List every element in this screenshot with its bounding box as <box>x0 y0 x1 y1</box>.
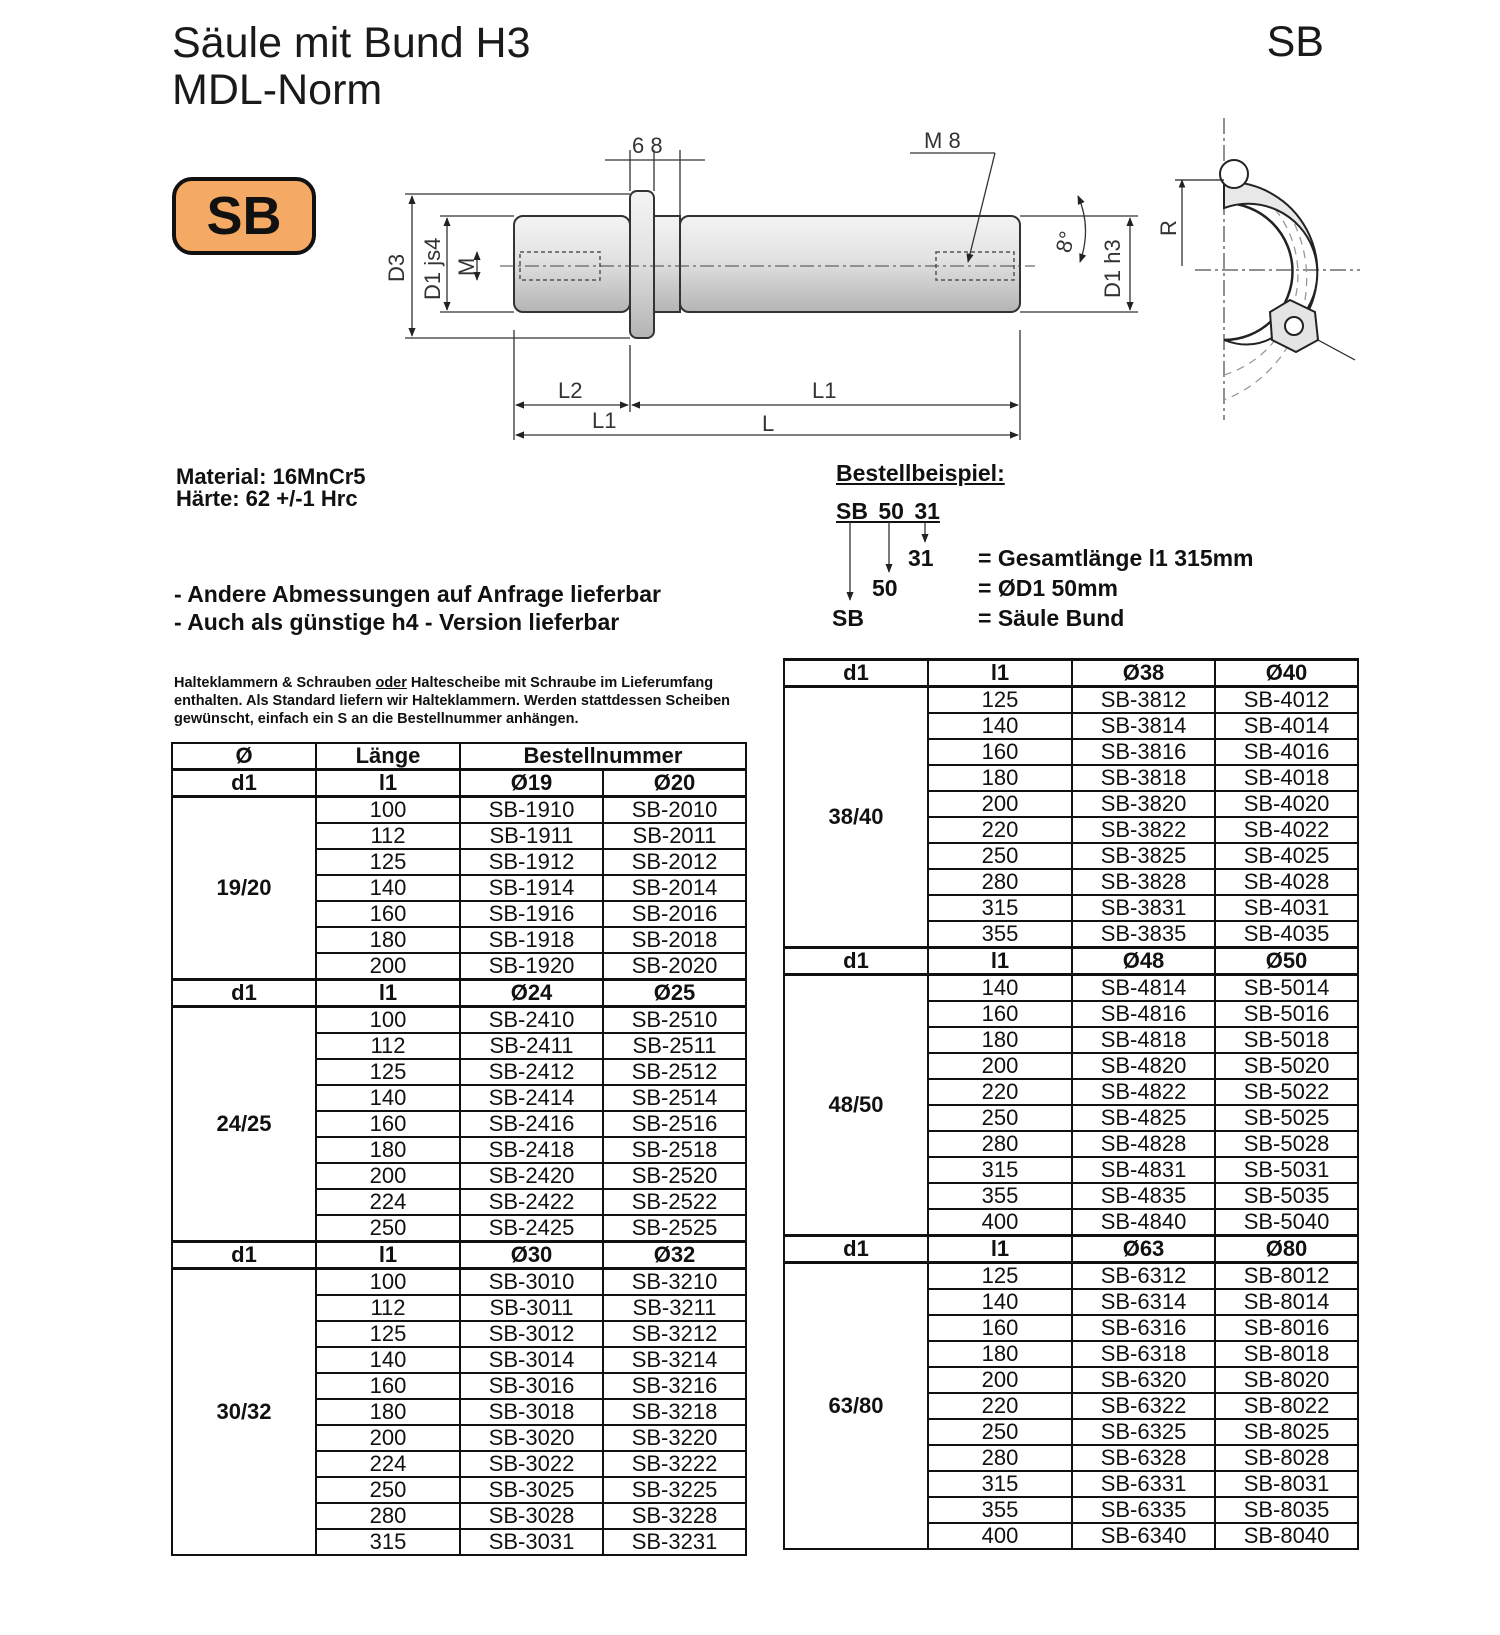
length-cell: 180 <box>928 1027 1072 1053</box>
order-number-cell: SB-2018 <box>603 927 746 953</box>
order-number-cell: SB-3210 <box>603 1269 746 1296</box>
column-header-l1: l1 <box>928 660 1072 687</box>
order-number-cell: SB-3211 <box>603 1295 746 1321</box>
column-header-d1: d1 <box>172 1242 316 1269</box>
order-number-cell: SB-4835 <box>1072 1183 1215 1209</box>
spec-table-left <box>171 742 747 1556</box>
order-number-cell: SB-2516 <box>603 1111 746 1137</box>
order-number-cell: SB-2422 <box>460 1189 603 1215</box>
column-header-size-a: Ø30 <box>460 1242 603 1269</box>
length-cell: 250 <box>928 1105 1072 1131</box>
order-number-cell: SB-3831 <box>1072 895 1215 921</box>
order-number-cell: SB-4012 <box>1215 687 1358 714</box>
order-number-cell: SB-3018 <box>460 1399 603 1425</box>
length-cell: 280 <box>928 1131 1072 1157</box>
order-number-cell: SB-5035 <box>1215 1183 1358 1209</box>
order-number-cell: SB-5028 <box>1215 1131 1358 1157</box>
note-line-2: - Auch als günstige h4 - Version lieferbar <box>174 609 620 635</box>
l-label: L <box>762 411 775 436</box>
length-cell: 160 <box>928 1315 1072 1341</box>
length-cell: 140 <box>316 1085 460 1111</box>
order-number-cell: SB-4820 <box>1072 1053 1215 1079</box>
product-code: SB <box>1266 18 1324 66</box>
order-number-cell: SB-4814 <box>1072 975 1215 1002</box>
length-cell: 200 <box>316 1425 460 1451</box>
order-number-cell: SB-2016 <box>603 901 746 927</box>
note-line-1: - Andere Abmessungen auf Anfrage lieferbar <box>174 581 661 607</box>
length-cell: 200 <box>928 791 1072 817</box>
length-cell: 140 <box>316 1347 460 1373</box>
order-number-cell: SB-6331 <box>1072 1471 1215 1497</box>
order-number-cell: SB-4028 <box>1215 869 1358 895</box>
column-header-l1: l1 <box>316 980 460 1007</box>
order-number-cell: SB-2414 <box>460 1085 603 1111</box>
order-key-31: 31 <box>908 545 934 571</box>
length-cell: 355 <box>928 921 1072 948</box>
order-number-cell: SB-3225 <box>603 1477 746 1503</box>
order-number-cell: SB-5025 <box>1215 1105 1358 1131</box>
title-line-1: Säule mit Bund H3 <box>172 19 531 67</box>
column-header-l1: l1 <box>316 770 460 797</box>
length-cell: 180 <box>316 927 460 953</box>
order-number-cell: SB-2020 <box>603 953 746 980</box>
order-number-cell: SB-3014 <box>460 1347 603 1373</box>
order-number-cell: SB-3820 <box>1072 791 1215 817</box>
order-number-cell: SB-2420 <box>460 1163 603 1189</box>
order-number-cell: SB-2514 <box>603 1085 746 1111</box>
column-header-d1: d1 <box>784 1236 928 1263</box>
length-cell: 315 <box>928 1471 1072 1497</box>
length-cell: 220 <box>928 1079 1072 1105</box>
order-number-cell: SB-2014 <box>603 875 746 901</box>
order-desc-sb: = Säule Bund <box>978 605 1125 631</box>
diameter-group-label: 30/32 <box>172 1269 316 1556</box>
length-cell: 280 <box>928 869 1072 895</box>
order-key-50: 50 <box>872 575 898 601</box>
order-number-cell: SB-3025 <box>460 1477 603 1503</box>
order-number-cell: SB-6340 <box>1072 1523 1215 1549</box>
length-cell: 250 <box>928 1419 1072 1445</box>
order-number-cell: SB-8040 <box>1215 1523 1358 1549</box>
length-cell: 250 <box>928 843 1072 869</box>
order-number-cell: SB-4016 <box>1215 739 1358 765</box>
order-number-cell: SB-8022 <box>1215 1393 1358 1419</box>
length-cell: 400 <box>928 1209 1072 1236</box>
order-number-cell: SB-1916 <box>460 901 603 927</box>
order-number-cell: SB-8020 <box>1215 1367 1358 1393</box>
length-cell: 315 <box>928 895 1072 921</box>
column-header-length: Länge <box>316 743 460 770</box>
order-number-cell: SB-6312 <box>1072 1263 1215 1290</box>
column-header-size-a: Ø38 <box>1072 660 1215 687</box>
length-cell: 112 <box>316 823 460 849</box>
length-cell: 315 <box>928 1157 1072 1183</box>
column-header-size-a: Ø19 <box>460 770 603 797</box>
column-header-order-number: Bestellnummer <box>460 743 746 770</box>
product-badge: SB <box>172 177 316 255</box>
group-header-row <box>784 1236 1358 1263</box>
group-header-row <box>784 948 1358 975</box>
diameter-group-label: 63/80 <box>784 1263 928 1550</box>
length-cell: 160 <box>316 1111 460 1137</box>
order-number-cell: SB-4020 <box>1215 791 1358 817</box>
diameter-group-label: 38/40 <box>784 687 928 948</box>
length-cell: 125 <box>316 1321 460 1347</box>
length-cell: 200 <box>928 1367 1072 1393</box>
length-cell: 160 <box>316 901 460 927</box>
order-desc-50: = ØD1 50mm <box>978 575 1118 601</box>
material-line: Material: 16MnCr5 <box>176 464 366 489</box>
length-cell: 224 <box>316 1189 460 1215</box>
diameter-group-label: 24/25 <box>172 1007 316 1242</box>
order-number-cell: SB-3825 <box>1072 843 1215 869</box>
order-number-cell: SB-2425 <box>460 1215 603 1242</box>
material-info <box>176 466 366 510</box>
order-number-cell: SB-3031 <box>460 1529 603 1555</box>
order-number-cell: SB-3012 <box>460 1321 603 1347</box>
length-cell: 315 <box>316 1529 460 1555</box>
order-number-cell: SB-1910 <box>460 797 603 824</box>
dim68-label: 6 8 <box>632 133 663 158</box>
order-number-cell: SB-3218 <box>603 1399 746 1425</box>
order-number-cell: SB-4031 <box>1215 895 1358 921</box>
length-cell: 160 <box>928 1001 1072 1027</box>
length-cell: 220 <box>928 817 1072 843</box>
angle-label: 8° <box>1050 228 1081 256</box>
order-number-cell: SB-5022 <box>1215 1079 1358 1105</box>
order-number-cell: SB-3028 <box>460 1503 603 1529</box>
order-number-cell: SB-3818 <box>1072 765 1215 791</box>
length-cell: 250 <box>316 1477 460 1503</box>
order-number-cell: SB-4816 <box>1072 1001 1215 1027</box>
table-header-row <box>172 743 746 770</box>
diameter-group-label: 19/20 <box>172 797 316 980</box>
order-number-cell: SB-2510 <box>603 1007 746 1034</box>
table-row <box>784 687 1358 714</box>
length-cell: 125 <box>316 849 460 875</box>
m-label: M <box>454 257 479 276</box>
order-number-cell: SB-2520 <box>603 1163 746 1189</box>
column-header-size-a: Ø24 <box>460 980 603 1007</box>
length-cell: 250 <box>316 1215 460 1242</box>
order-number-cell: SB-8016 <box>1215 1315 1358 1341</box>
order-number-cell: SB-4818 <box>1072 1027 1215 1053</box>
order-number-cell: SB-2518 <box>603 1137 746 1163</box>
table-row <box>784 1263 1358 1290</box>
group-header-row <box>172 980 746 1007</box>
column-header-size-b: Ø20 <box>603 770 746 797</box>
order-desc-31: = Gesamtlänge l1 315mm <box>978 545 1254 571</box>
length-cell: 160 <box>316 1373 460 1399</box>
order-number-cell: SB-4014 <box>1215 713 1358 739</box>
length-cell: 180 <box>316 1399 460 1425</box>
d1js4-label: D1 js4 <box>420 237 445 300</box>
order-number-cell: SB-3222 <box>603 1451 746 1477</box>
l2-label: L2 <box>558 378 583 403</box>
length-cell: 125 <box>928 687 1072 714</box>
pillar-side-view <box>514 191 1020 338</box>
table-row <box>172 797 746 824</box>
order-number-cell: SB-3022 <box>460 1451 603 1477</box>
d1h3-label: D1 h3 <box>1100 239 1125 298</box>
spec-table-right <box>783 658 1359 1550</box>
order-number-cell: SB-2416 <box>460 1111 603 1137</box>
order-number-cell: SB-2010 <box>603 797 746 824</box>
length-cell: 100 <box>316 1007 460 1034</box>
order-number-cell: SB-8012 <box>1215 1263 1358 1290</box>
order-number-cell: SB-6318 <box>1072 1341 1215 1367</box>
order-number-cell: SB-5031 <box>1215 1157 1358 1183</box>
length-cell: 200 <box>928 1053 1072 1079</box>
column-header-size-b: Ø40 <box>1215 660 1358 687</box>
order-number-cell: SB-5018 <box>1215 1027 1358 1053</box>
order-number-cell: SB-3016 <box>460 1373 603 1399</box>
length-cell: 220 <box>928 1393 1072 1419</box>
order-number-cell: SB-5016 <box>1215 1001 1358 1027</box>
d3-label: D3 <box>384 253 409 282</box>
order-number-cell: SB-4825 <box>1072 1105 1215 1131</box>
order-number-cell: SB-2411 <box>460 1033 603 1059</box>
column-header-l1: l1 <box>928 948 1072 975</box>
order-key-sb: SB <box>832 605 864 631</box>
order-number-cell: SB-2525 <box>603 1215 746 1242</box>
column-header-size-b: Ø50 <box>1215 948 1358 975</box>
hardness-line: Härte: 62 +/-1 Hrc <box>176 486 358 511</box>
order-number-cell: SB-6328 <box>1072 1445 1215 1471</box>
column-header-size-a: Ø63 <box>1072 1236 1215 1263</box>
order-example-code: SB 50 31 <box>836 498 940 524</box>
l1-right-label: L1 <box>812 378 837 403</box>
order-number-cell: SB-8018 <box>1215 1341 1358 1367</box>
order-number-cell: SB-4022 <box>1215 817 1358 843</box>
order-number-cell: SB-3011 <box>460 1295 603 1321</box>
order-number-cell: SB-4025 <box>1215 843 1358 869</box>
order-number-cell: SB-3220 <box>603 1425 746 1451</box>
length-cell: 140 <box>928 713 1072 739</box>
column-header-size-b: Ø32 <box>603 1242 746 1269</box>
order-number-cell: SB-2410 <box>460 1007 603 1034</box>
order-number-cell: SB-3828 <box>1072 869 1215 895</box>
order-number-cell: SB-6316 <box>1072 1315 1215 1341</box>
l1-left-label: L1 <box>592 408 617 433</box>
order-number-cell: SB-4035 <box>1215 921 1358 948</box>
column-header-l1: l1 <box>316 1242 460 1269</box>
order-number-cell: SB-5040 <box>1215 1209 1358 1236</box>
length-cell: 180 <box>928 765 1072 791</box>
order-number-cell: SB-2012 <box>603 849 746 875</box>
r-label: R <box>1156 220 1181 236</box>
order-number-cell: SB-1918 <box>460 927 603 953</box>
column-header-size-a: Ø48 <box>1072 948 1215 975</box>
order-number-cell: SB-2418 <box>460 1137 603 1163</box>
column-header-size-b: Ø80 <box>1215 1236 1358 1263</box>
length-cell: 280 <box>928 1445 1072 1471</box>
order-number-cell: SB-3212 <box>603 1321 746 1347</box>
length-cell: 355 <box>928 1497 1072 1523</box>
order-number-cell: SB-6322 <box>1072 1393 1215 1419</box>
length-cell: 160 <box>928 739 1072 765</box>
order-number-cell: SB-5014 <box>1215 975 1358 1002</box>
length-cell: 100 <box>316 797 460 824</box>
order-number-cell: SB-6314 <box>1072 1289 1215 1315</box>
length-cell: 400 <box>928 1523 1072 1549</box>
order-number-cell: SB-3020 <box>460 1425 603 1451</box>
order-number-cell: SB-2522 <box>603 1189 746 1215</box>
group-header-row <box>172 1242 746 1269</box>
order-number-cell: SB-8025 <box>1215 1419 1358 1445</box>
order-number-cell: SB-3231 <box>603 1529 746 1555</box>
length-cell: 125 <box>928 1263 1072 1290</box>
m8-label: M 8 <box>924 128 961 153</box>
order-number-cell: SB-2511 <box>603 1033 746 1059</box>
order-number-cell: SB-2412 <box>460 1059 603 1085</box>
length-cell: 112 <box>316 1295 460 1321</box>
length-cell: 140 <box>928 1289 1072 1315</box>
order-number-cell: SB-6325 <box>1072 1419 1215 1445</box>
order-number-cell: SB-1912 <box>460 849 603 875</box>
table-row <box>172 1007 746 1034</box>
order-number-cell: SB-1920 <box>460 953 603 980</box>
order-number-cell: SB-8035 <box>1215 1497 1358 1523</box>
order-number-cell: SB-4828 <box>1072 1131 1215 1157</box>
group-header-row <box>172 770 746 797</box>
order-number-cell: SB-3812 <box>1072 687 1215 714</box>
order-number-cell: SB-8028 <box>1215 1445 1358 1471</box>
order-number-cell: SB-3216 <box>603 1373 746 1399</box>
fine-print-underlined: oder <box>375 675 407 691</box>
order-number-cell: SB-6320 <box>1072 1367 1215 1393</box>
length-cell: 140 <box>928 975 1072 1002</box>
length-cell: 200 <box>316 1163 460 1189</box>
order-number-cell: SB-1914 <box>460 875 603 901</box>
column-header-d1: d1 <box>172 980 316 1007</box>
length-cell: 200 <box>316 953 460 980</box>
order-number-cell: SB-3010 <box>460 1269 603 1296</box>
group-header-row <box>784 660 1358 687</box>
length-cell: 180 <box>316 1137 460 1163</box>
order-number-cell: SB-4831 <box>1072 1157 1215 1183</box>
order-number-cell: SB-4840 <box>1072 1209 1215 1236</box>
scope-of-delivery-note <box>174 674 774 728</box>
column-header-d1: d1 <box>172 770 316 797</box>
length-cell: 100 <box>316 1269 460 1296</box>
length-cell: 112 <box>316 1033 460 1059</box>
order-number-cell: SB-3814 <box>1072 713 1215 739</box>
length-cell: 224 <box>316 1451 460 1477</box>
order-number-cell: SB-8014 <box>1215 1289 1358 1315</box>
order-number-cell: SB-3228 <box>603 1503 746 1529</box>
order-number-cell: SB-2011 <box>603 823 746 849</box>
order-number-cell: SB-3214 <box>603 1347 746 1373</box>
order-example-heading: Bestellbeispiel: <box>836 460 1005 486</box>
order-number-cell: SB-3822 <box>1072 817 1215 843</box>
availability-notes <box>174 580 661 636</box>
fine-print-part-2: Haltescheibe mit Schraube im Lieferumfang enthalten. Als Standard liefern wir Halteklammern. Werden stattdessen Scheiben gewünscht, einfach ein S an die Bestellnummer anhängen. <box>174 675 730 727</box>
length-cell: 140 <box>316 875 460 901</box>
column-header-diameter: Ø <box>172 743 316 770</box>
order-number-cell: SB-3816 <box>1072 739 1215 765</box>
order-number-cell: SB-4018 <box>1215 765 1358 791</box>
length-cell: 280 <box>316 1503 460 1529</box>
order-number-cell: SB-5020 <box>1215 1053 1358 1079</box>
title-line-2: MDL-Norm <box>172 66 383 114</box>
clamp-end-view <box>1175 118 1360 420</box>
column-header-size-b: Ø25 <box>603 980 746 1007</box>
order-number-cell: SB-1911 <box>460 823 603 849</box>
length-cell: 125 <box>316 1059 460 1085</box>
length-cell: 180 <box>928 1341 1072 1367</box>
order-number-cell: SB-6335 <box>1072 1497 1215 1523</box>
order-number-cell: SB-8031 <box>1215 1471 1358 1497</box>
table-row <box>784 975 1358 1002</box>
order-number-cell: SB-4822 <box>1072 1079 1215 1105</box>
order-number-cell: SB-3835 <box>1072 921 1215 948</box>
column-header-l1: l1 <box>928 1236 1072 1263</box>
table-row <box>172 1269 746 1296</box>
technical-drawing <box>0 0 1500 450</box>
fine-print-part-1: Halteklammern & Schrauben <box>174 675 376 691</box>
column-header-d1: d1 <box>784 948 928 975</box>
length-cell: 355 <box>928 1183 1072 1209</box>
diameter-group-label: 48/50 <box>784 975 928 1236</box>
column-header-d1: d1 <box>784 660 928 687</box>
order-number-cell: SB-2512 <box>603 1059 746 1085</box>
